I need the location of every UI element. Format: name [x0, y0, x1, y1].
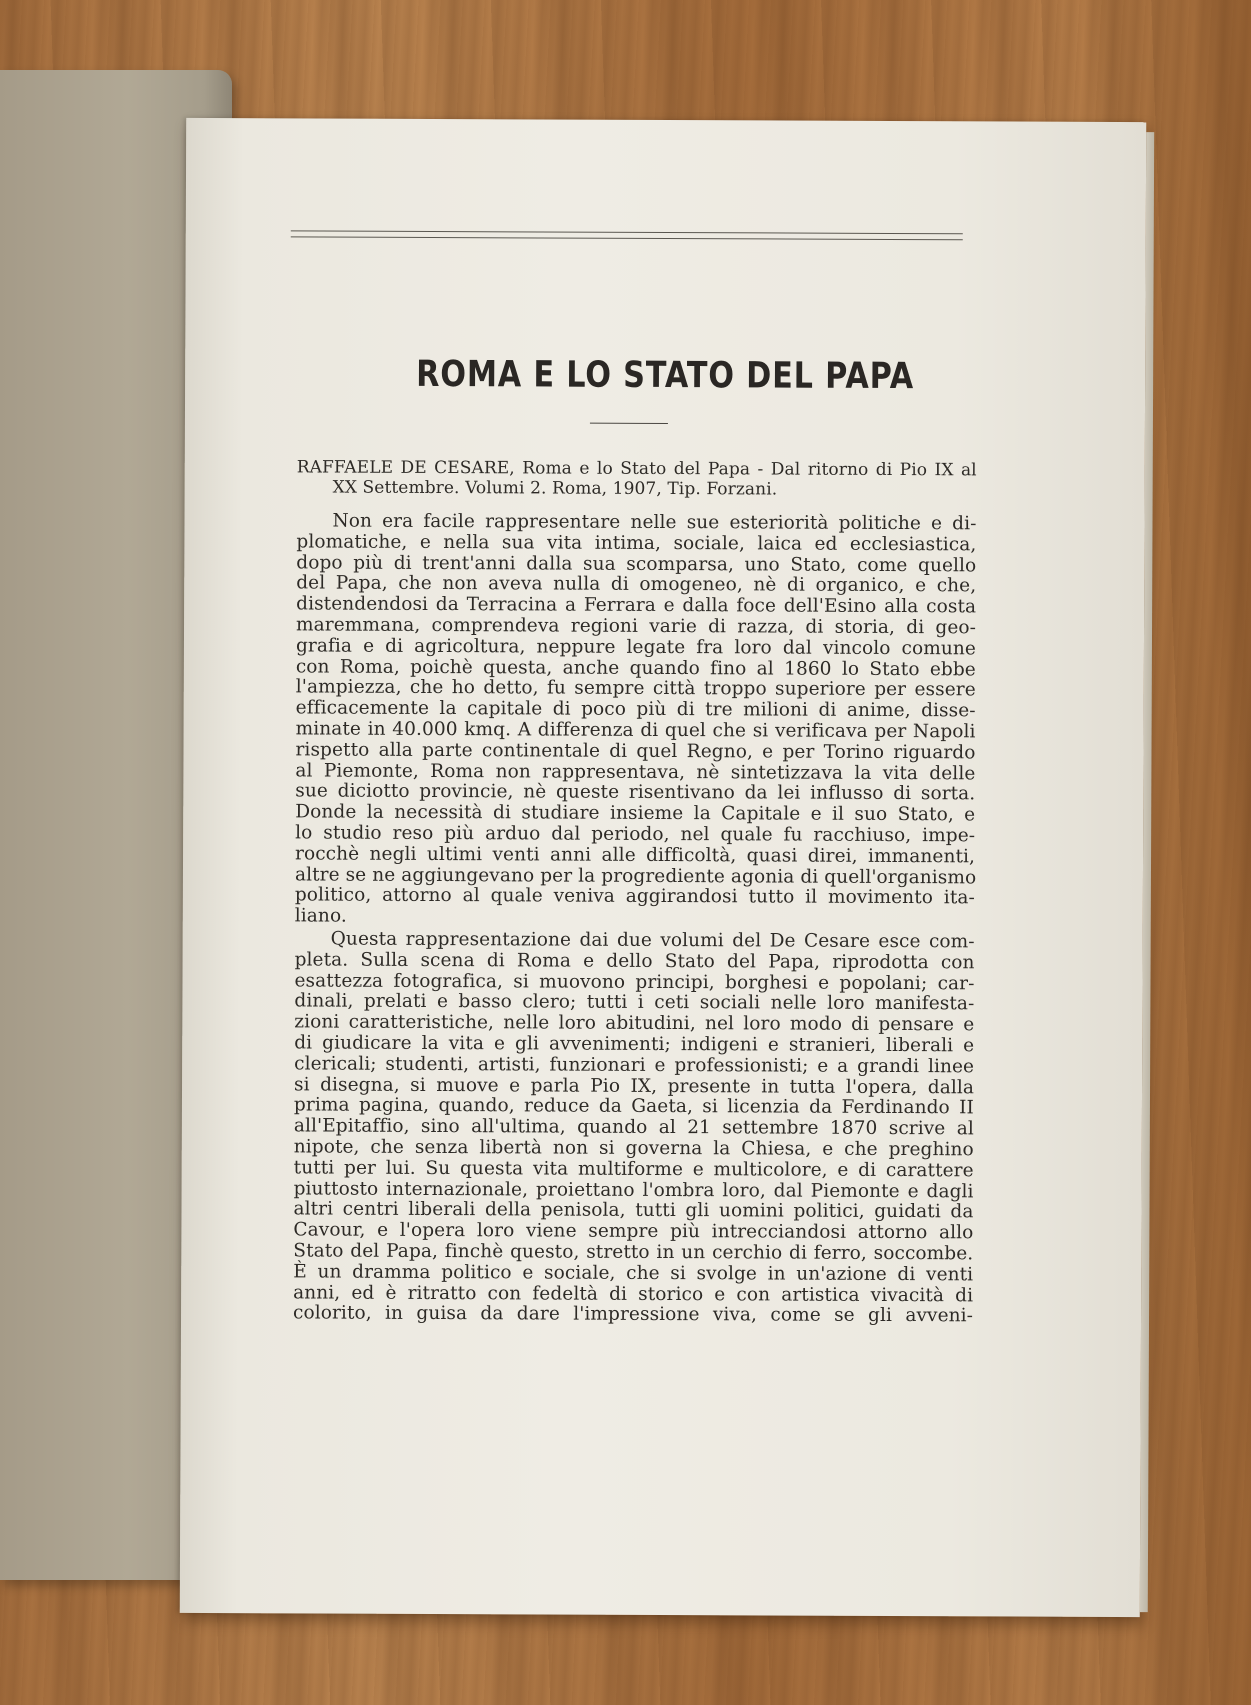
page-title: ROMA E LO STATO DEL PAPA: [416, 353, 915, 398]
text-line: sue diciotto provincie, nè queste risentivano da lei influsso di sorta.: [295, 780, 976, 805]
text-line: esattezza fotografica, si muovono principi, borghesi e popolani; car-: [294, 969, 975, 994]
page-edge: [1140, 132, 1154, 1612]
text-line: politico, attorno al quale veniva aggirandosi tutto il movimento ita-: [294, 884, 975, 909]
text-line: lo studio reso più arduo dal periodo, nel quale fu racchiuso, impe-: [295, 822, 976, 847]
text-line: Stato del Papa, finchè questo, stretto in un cerchio di ferro, soccombe.: [293, 1240, 974, 1265]
text-line: prima pagina, quando, reduce da Gaeta, si licenzia da Ferdinando II: [293, 1094, 974, 1119]
text-line: l'ampiezza, che ho detto, fu sempre città troppo superiore per essere: [295, 676, 976, 701]
text-line: al Piemonte, Roma non rappresentava, nè sintetizzava la vita delle: [295, 759, 976, 784]
text-line: nipote, che senza libertà non si governa la Chiesa, e che preghino: [293, 1136, 974, 1161]
citation-line-2: XX Settembre. Volumi 2. Roma, 1907, Tip. Forzani.: [332, 477, 778, 500]
text-line: tutti per lui. Su questa vita multiforme e multicolore, e di carattere: [293, 1157, 974, 1182]
text-line: Questa rappresentazione dai due volumi del De Cesare esce com-: [330, 928, 975, 953]
header-double-rule: [291, 230, 963, 240]
text-line: anni, ed è ritratto con fedeltà di storico e con artistica vivacità di: [293, 1281, 974, 1306]
citation-line-1: RAFFAELE DE CESARE, Roma e lo Stato del Papa - Dal ritorno di Pio IX al: [296, 457, 977, 481]
text-line: minate in 40.000 kmq. A differenza di quel che si verificava per Napoli: [295, 718, 976, 743]
text-line: rocchè negli ultimi venti anni alle difficoltà, quasi direi, immanenti,: [295, 843, 976, 868]
text-line: distendendosi da Terracina a Ferrara e dalla foce dell'Esino alla costa: [296, 593, 977, 618]
text-line: efficacemente la capitale di poco più di tre milioni di anime, disse-: [295, 697, 976, 722]
text-line: colorito, in guisa da dare l'impressione viva, come se gli avveni-: [293, 1302, 974, 1327]
text-line: plomatiche, e nella sua vita intima, sociale, laica ed ecclesiastica,: [296, 531, 977, 556]
text-line: con Roma, poichè questa, anche quando fino al 1860 lo Stato ebbe: [295, 655, 976, 680]
document-page: [180, 118, 1147, 1617]
text-line: dinali, prelati e basso clero; tutti i ceti sociali nelle loro manifesta-: [294, 990, 975, 1015]
text-line: rispetto alla parte continentale di quel Regno, e per Torino riguardo: [295, 739, 976, 764]
title-underline: [590, 423, 668, 424]
text-line: altre se ne aggiungevano per la progrediente agonia di quell'organismo: [294, 863, 977, 888]
text-line: altri centri liberali della penisola, tutti gli uomini politici, guidati da: [293, 1198, 974, 1223]
text-line: Donde la necessità di studiare insieme la Capitale e il suo Stato, e: [295, 801, 976, 826]
text-line: di giudicare la vita e gli avvenimenti; indigeni e stranieri, liberali e: [294, 1032, 975, 1057]
text-line: Cavour, e l'opera loro viene sempre più intrecciandosi attorno allo: [293, 1219, 974, 1244]
text-line: liano.: [294, 905, 347, 927]
text-line: all'Epitaffio, sino all'ultima, quando al 21 settembre 1870 scrive al: [293, 1115, 974, 1140]
text-line: zioni caratteristiche, nelle loro abitudini, nel loro modo di pensare e: [294, 1011, 975, 1036]
text-line: piuttosto internazionale, proiettano l'ombra loro, dal Piemonte e dagli: [293, 1177, 974, 1202]
text-line: pleta. Sulla scena di Roma e dello Stato del Papa, riprodotta con: [294, 949, 975, 974]
body-text: [186, 118, 1146, 1327]
text-line: maremmana, comprendeva regioni varie di razza, di storia, di geo-: [296, 614, 977, 639]
text-line: dopo più di trent'anni dalla sua scomparsa, uno Stato, come quello: [296, 551, 977, 576]
text-line: del Papa, che non aveva nulla di omogeneo, nè di organico, e che,: [296, 572, 977, 597]
text-line: È un dramma politico e sociale, che si svolge in un'azione di venti: [293, 1261, 974, 1286]
text-line: Non era facile rappresentare nelle sue esteriorità politiche e di-: [332, 510, 977, 535]
text-line: clericali; studenti, artisti, funzionari e professionisti; e a grandi linee: [294, 1053, 975, 1078]
text-line: grafia e di agricoltura, neppure legate fra loro dal vincolo comune: [295, 635, 977, 660]
text-line: si disegna, si muove e parla Pio IX, presente in tutta l'opera, dalla: [294, 1073, 975, 1098]
